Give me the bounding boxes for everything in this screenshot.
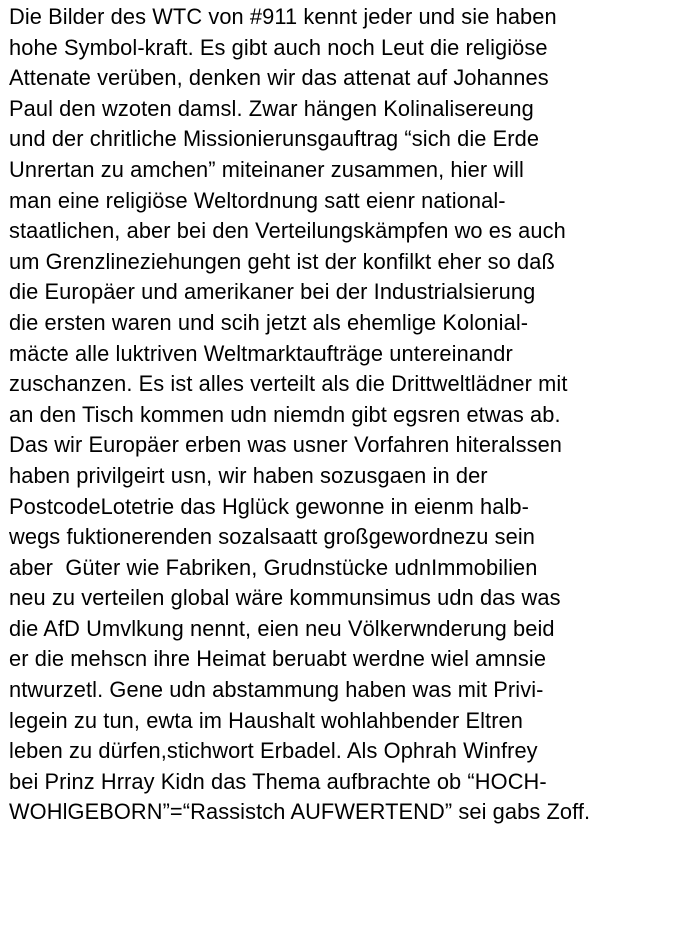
text-line-5: und der chritliche Missionierunsgauftrag “sich die Erde — [9, 126, 540, 152]
text-line-16: haben privilgeirt usn, wir haben sozusgaen in der — [9, 462, 488, 488]
text-line-23: ntwurzetl. Gene udn abstammung haben was mit Privi- — [9, 677, 544, 703]
text-line-17: PostcodeLotetrie das Hglück gewonne in eienm halb- — [9, 493, 529, 519]
text-line-15: Das wir Europäer erben was usner Vorfahren hiteralssen — [9, 432, 563, 458]
text-line-21: die AfD Umvlkung nennt, eien neu Völkerwnderung beid — [9, 615, 555, 641]
text-line-12: mäcte alle luktriven Weltmarktaufträge untereinandr — [9, 340, 513, 366]
text-line-25: leben zu dürfen,stichwort Erbadel. Als Ophrah Winfrey — [9, 738, 538, 764]
text-line-24: legein zu tun, ewta im Haushalt wohlahbender Eltren — [9, 707, 523, 733]
text-line-26: bei Prinz Hrray Kidn das Thema aufbrachte ob “HOCH- — [9, 768, 547, 794]
text-line-11: die ersten waren und scih jetzt als ehemlige Kolonial- — [9, 309, 529, 335]
text-line-18: wegs fuktionerenden sozalsaatt großgewordnezu sein — [9, 524, 536, 550]
text-line-27: WOHlGEBORN”=“Rassistch AUFWERTEND” sei gabs Zoff. — [9, 799, 591, 825]
text-line-8: staatlichen, aber bei den Verteilungskämpfen wo es auch — [9, 218, 566, 244]
text-line-9: um Grenzlineziehungen geht ist der konfilkt eher so daß — [9, 248, 555, 274]
text-line-13: zuschanzen. Es ist alles verteilt als die Drittweltlädner mit — [9, 371, 568, 397]
text-line-19: aber Güter wie Fabriken, Grudnstücke udnImmobilien — [9, 554, 538, 580]
text-line-2: hohe Symbol-kraft. Es gibt auch noch Leut die religiöse — [9, 34, 548, 60]
text-line-10: die Europäer und amerikaner bei der Industrialsierung — [9, 279, 536, 305]
text-line-14: an den Tisch kommen udn niemdn gibt egsren etwas ab. — [9, 401, 561, 427]
body-text — [9, 2, 681, 828]
text-line-7: man eine religiöse Weltordnung satt eienr national- — [9, 187, 506, 213]
text-line-3: Attenate verüben, denken wir das attenat auf Johannes — [9, 65, 549, 91]
text-line-20: neu zu verteilen global wäre kommunsimus udn das was — [9, 585, 561, 611]
text-line-1: Die Bilder des WTC von #911 kennt jeder und sie haben — [9, 4, 557, 29]
text-line-6: Unrertan zu amchen” miteinaner zusammen, hier will — [9, 156, 525, 182]
text-line-22: er die mehscn ihre Heimat beruabt werdne wiel amnsie — [9, 646, 547, 672]
text-line-4: Paul den wzoten damsl. Zwar hängen Kolinalisereung — [9, 95, 534, 121]
